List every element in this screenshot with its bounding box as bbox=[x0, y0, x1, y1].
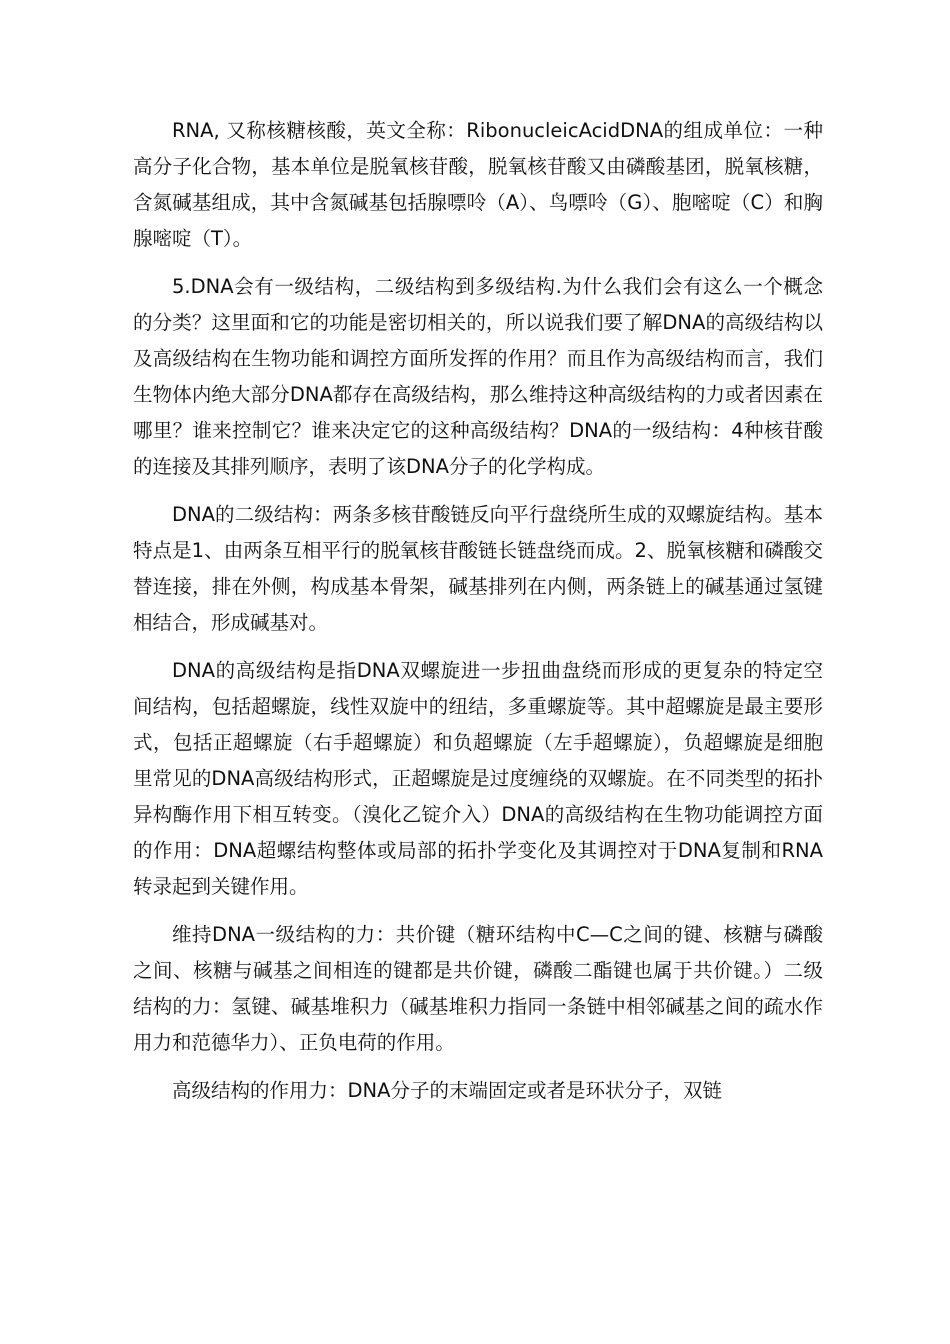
paragraph-dna-structure-levels: 5.DNA会有一级结构，二级结构到多级结构.为什么我们会有这么一个概念的分类？这里面和它的功能是密切相关的，所以说我们要了解DNA的高级结构以及高级结构在生物功能和调控方面所发挥的作用？而且作为高级结构而言，我们生物体内绝大部分DNA都存在高级结构，那么维持这种高级结构的力或者因素在哪里？谁来控制它？谁来决定它的这种高级结构？DNA的一级结构：4种核苷酸的连接及其排列顺序，表明了该DNA分子的化学构成。 bbox=[133, 275, 823, 478]
paragraph-higher-structure-forces: 高级结构的作用力：DNA分子的末端固定或者是环状分子，双链 bbox=[172, 1079, 722, 1102]
paragraph-structure-forces: 维持DNA一级结构的力：共价键（糖环结构中C—C之间的键、核糖与磷酸之间、核糖与碱基之间相连的键都是共价键，磷酸二酯键也属于共价键。）二级结构的力：氢键、碱基堆积力（碱基堆积力指同一条链中相邻碱基之间的疏水作用力和范德华力）、正负电荷的作用。 bbox=[133, 923, 823, 1054]
paragraph-dna-higher-structure: DNA的高级结构是指DNA双螺旋进一步扭曲盘绕而形成的更复杂的特定空间结构，包括超螺旋，线性双旋中的纽结，多重螺旋等。其中超螺旋是最主要形式，包括正超螺旋（右手超螺旋）和负超螺旋（左手超螺旋），负超螺旋是细胞里常见的DNA高级结构形式，正超螺旋是过度缠绕的双螺旋。在不同类型的拓扑异构酶作用下相互转变。（溴化乙锭介入）DNA的高级结构在生物功能调控方面的作用：DNA超螺结构整体或局部的拓扑学变化及其调控对于DNA复制和RNA转录起到关键作用。 bbox=[133, 659, 823, 898]
paragraph-dna-secondary-structure: DNA的二级结构：两条多核苷酸链反向平行盘绕所生成的双螺旋结构。基本特点是1、由两条互相平行的脱氧核苷酸链长链盘绕而成。2、脱氧核糖和磷酸交替连接，排在外侧，构成基本骨架，碱基排列在内侧，两条链上的碱基通过氢键相结合，形成碱基对。 bbox=[133, 503, 823, 634]
document-body bbox=[133, 113, 823, 1109]
paragraph-rna-definition: RNA, 又称核糖核酸，英文全称：RibonucleicAcidDNA的组成单位：一种高分子化合物，基本单位是脱氧核苷酸，脱氧核苷酸又由磷酸基团，脱氧核糖，含氮碱基组成，其中含氮碱基包括腺嘌呤（A）、鸟嘌呤（G）、胞嘧啶（C）和胸腺嘧啶（T）。 bbox=[133, 119, 823, 250]
